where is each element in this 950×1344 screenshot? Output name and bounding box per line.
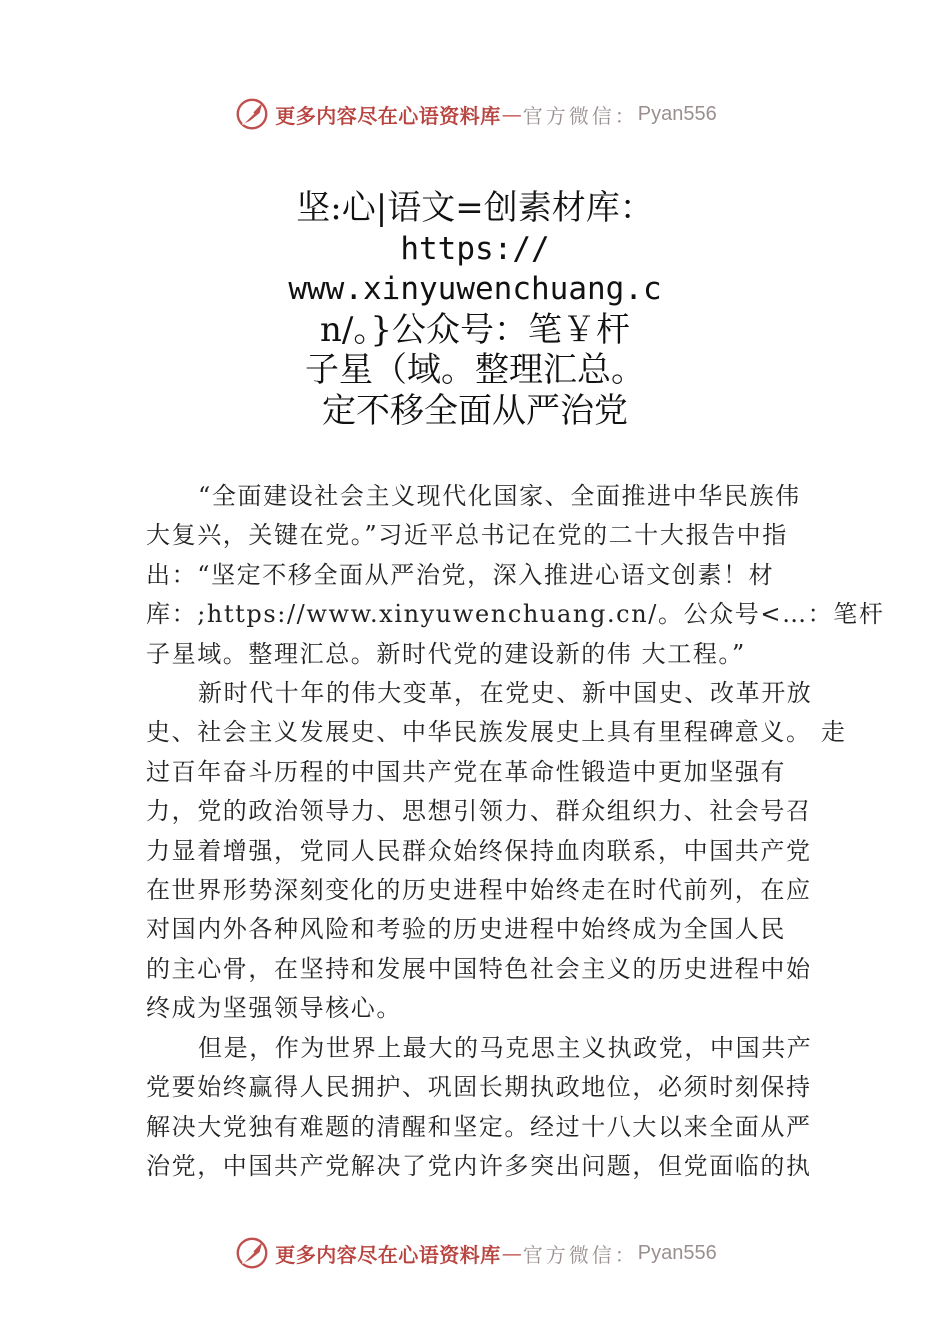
body-line: 新时代十年的伟大变革，在党史、新中国史、改革开放 <box>198 679 813 708</box>
footer-wechat-label: 官方微信： <box>522 1242 638 1267</box>
body-line: 的主心骨，在坚持和发展中国特色社会主义的历史进程中始 <box>146 954 812 983</box>
document-title <box>250 188 700 431</box>
body-line: 子星域。整理汇总。新时代党的建设新的伟 大工程。” <box>146 639 746 668</box>
document-body <box>146 477 885 1186</box>
body-line: 解决大党独有难题的清醒和坚定。经过十八大以来全面从严 <box>146 1112 812 1141</box>
title-line: 坚:心|语文=创素材库： <box>296 188 654 228</box>
quill-logo-icon <box>233 1234 271 1272</box>
footer-wechat-account: Pyan556 <box>637 1241 717 1264</box>
title-line: 子星（域。整理汇总。 <box>305 350 645 390</box>
title-line: n/。}公众号：笔￥杆 <box>320 309 630 350</box>
footer-dash: — <box>501 1241 522 1265</box>
body-line: 力显着增强，党同人民群众始终保持血肉联系，中国共产党 <box>146 836 812 865</box>
body-line: 大复兴，关键在党。”习近平总书记在党的二十大报告中指 <box>146 521 788 550</box>
body-line: 过百年奋斗历程的中国共产党在革命性锻造中更加坚强有 <box>146 757 786 786</box>
body-line: 库：;https://www.xinyuwenchuang.cn/。公众号<…：笔杆 <box>146 600 885 629</box>
body-line: 但是，作为世界上最大的马克思主义执政党，中国共产 <box>198 1033 813 1062</box>
body-line: 出：“坚定不移全面从严治党，深入推进心语文创素！材 <box>146 560 775 589</box>
title-line: www.xinyuwenchuang.c <box>288 271 662 307</box>
body-line: “全面建设社会主义现代化国家、全面推进中华民族伟 <box>198 482 801 510</box>
header-wechat-label: 官方微信： <box>522 103 638 128</box>
body-line: 史、社会主义发展史、中华民族发展史上具有里程碑意义。 走 <box>146 718 847 747</box>
header-wechat-account: Pyan556 <box>637 102 717 125</box>
body-line: 治党，中国共产党解决了党内许多突出问题，但党面临的执 <box>146 1151 812 1180</box>
body-line: 对国内外各种风险和考验的历史进程中始终成为全国人民 <box>146 915 786 944</box>
title-line: 定不移全面从严治党 <box>322 390 628 431</box>
footer-banner <box>0 1233 950 1273</box>
body-line: 终成为坚强领导核心。 <box>146 994 402 1023</box>
footer-brand-text: 更多内容尽在心语资料库 <box>275 1242 501 1267</box>
quill-logo-icon <box>233 95 271 133</box>
body-line: 党要始终赢得人民拥护、巩固长期执政地位，必须时刻保持 <box>146 1073 812 1102</box>
header-banner <box>0 94 950 134</box>
header-dash: — <box>501 102 522 126</box>
body-line: 在世界形势深刻变化的历史进程中始终走在时代前列，在应 <box>146 876 812 905</box>
title-line: https:// <box>400 230 550 267</box>
body-line: 力，党的政治领导力、思想引领力、群众组织力、社会号召 <box>146 797 812 826</box>
header-brand-text: 更多内容尽在心语资料库 <box>275 103 501 128</box>
